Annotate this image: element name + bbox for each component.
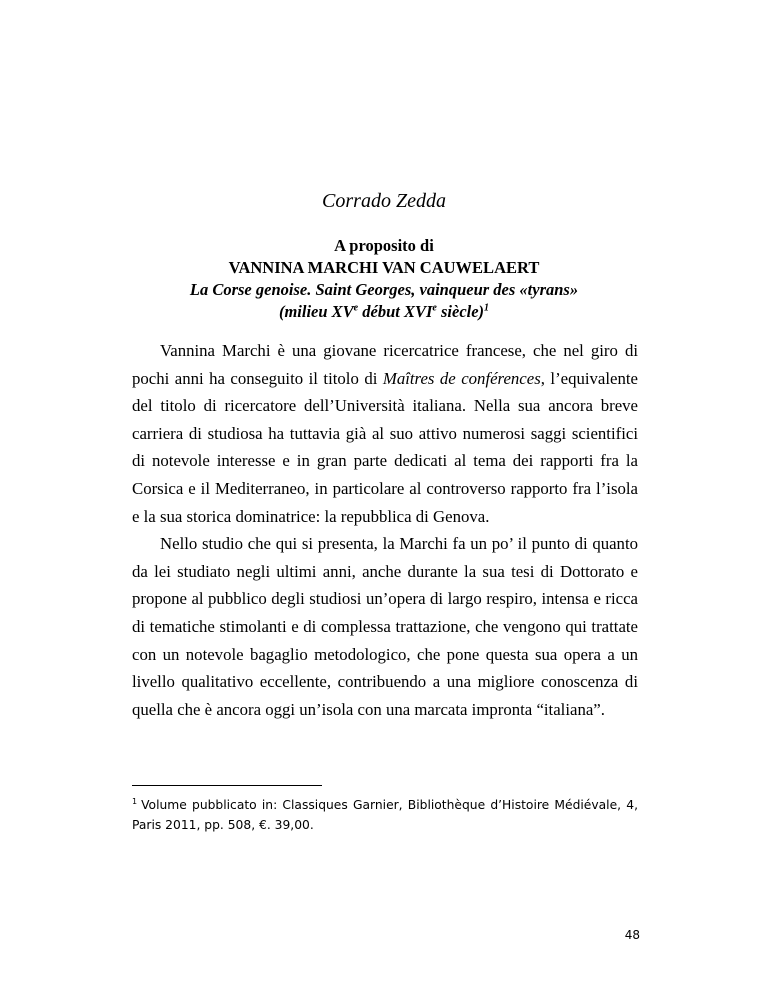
footnote [132, 792, 638, 835]
period-part-c: siècle) [436, 302, 485, 321]
paragraph-1 [132, 337, 638, 530]
period-sup-1: e [353, 302, 359, 314]
title-line-period [120, 301, 648, 323]
footnote-text: Volume pubblicato in: Classiques Garnier, Bibliothèque d’Histoire Médiévale, 4, Paris 2011, pp. 508, €. 39,00. [132, 798, 638, 833]
title-line-intro: A proposito di [334, 236, 434, 255]
paragraph-1-part-b: , l’equivalente del titolo di ricercatore dell’Università italiana. Nella sua ancora breve carriera di studiosa ha tuttavia già al suo attivo numerosi saggi scientifici di notevole interesse e in gran parte dedicati al tema dei rapporti fra la Corsica e il Mediterraneo, in particolare al controverso rapporto fra l’isola e la sua storica dominatrice: la repubblica di Genova. [132, 368, 638, 526]
author-name: Corrado Zedda [322, 190, 446, 212]
paragraph-1-part-a: Vannina Marchi è una giovane ricercatrice francese, che nel giro di pochi anni ha conseguito il titolo di [132, 341, 638, 388]
body-text [132, 337, 638, 723]
period-part-a: (milieu XV [278, 302, 354, 321]
page-number: 48 [624, 928, 640, 942]
paragraph-2: Nello studio che qui si presenta, la Marchi fa un po’ il punto di quanto da lei studiato negli ultimi anni, anche durante la sua tesi di Dottorato e propone al pubblico degli studiosi un’opera di largo respiro, intensa e ricca di tematiche stimolanti e di complessa trattazione, che vengono qui trattate con un notevole bagaglio metodologico, che pone questa sua opera a un livello qualitativo eccellente, contribuendo a una migliore conoscenza di quella che è ancora oggi un’isola con una marcata impronta “italiana”. [132, 534, 638, 719]
footnote-mark: 1 [132, 797, 138, 806]
period-sup-2: e [432, 302, 437, 314]
footnote-divider [132, 785, 322, 786]
title-line-author: VANNINA MARCHI VAN CAUWELAERT [228, 258, 540, 277]
period-part-b: début XVI [358, 302, 433, 321]
paragraph-1-emphasis: Maîtres de conférences [382, 368, 541, 388]
title-block [120, 235, 648, 323]
title-line-book: La Corse genoise. Saint Georges, vainqueur des «tyrans» [189, 280, 579, 299]
footnote-reference[interactable]: 1 [484, 302, 490, 314]
